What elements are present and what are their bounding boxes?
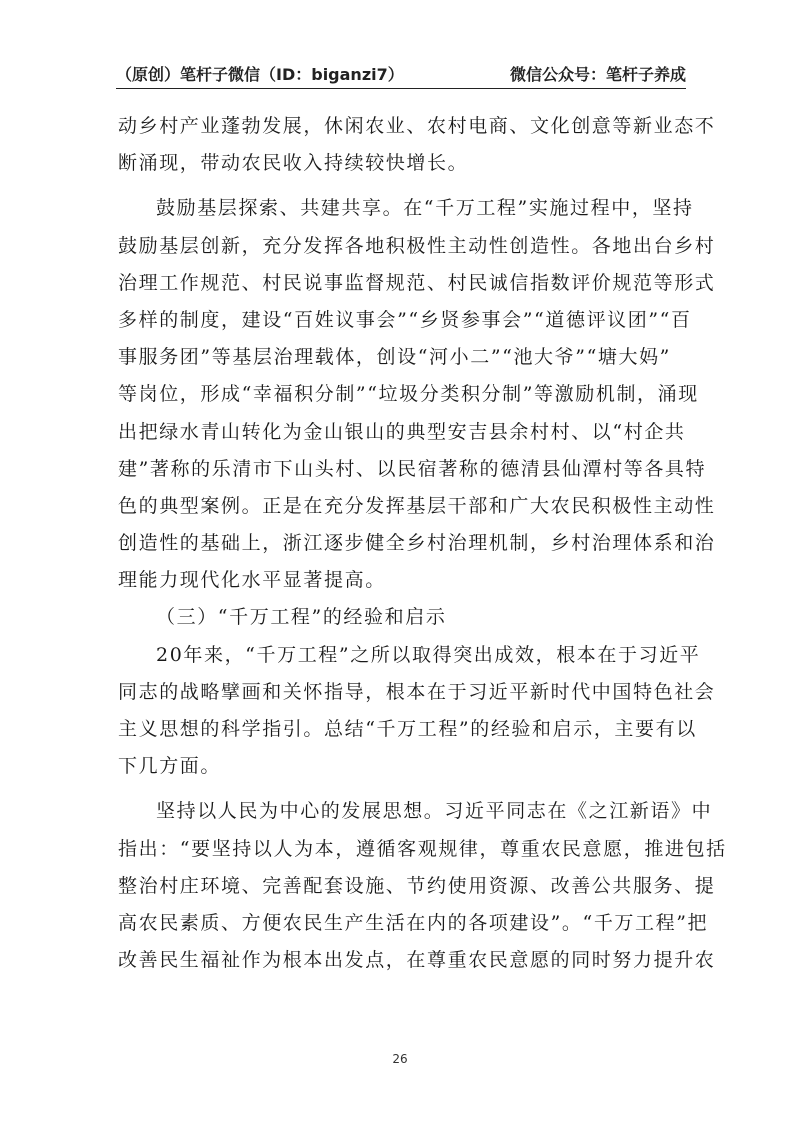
text-line: 高农民素质、方便农民生产生活在内的各项建设”。“千万工程”把 bbox=[118, 911, 709, 934]
text-line: 坚持以人民为中心的发展思想。习近平同志在《之江新语》中 bbox=[156, 800, 713, 823]
text-line: 创造性的基础上，浙江逐步健全乡村治理机制，乡村治理体系和治 bbox=[118, 532, 716, 555]
page-header bbox=[116, 62, 686, 84]
text-line: 理能力现代化水平显著提高。 bbox=[118, 569, 386, 592]
text-line: 动乡村产业蓬勃发展，休闲农业、农村电商、文化创意等新业态不 bbox=[118, 115, 716, 137]
text-line: 鼓励基层创新，充分发挥各地积极性主动性创造性。各地出台乡村 bbox=[118, 234, 716, 257]
header-divider bbox=[116, 88, 686, 89]
text-line: 指出：“要坚持以人为本，遵循客观规律，尊重农民意愿，推进包括 bbox=[118, 837, 727, 860]
text-line: 下几方面。 bbox=[118, 755, 222, 778]
text-line: 鼓励基层探索、共建共享。在“千万工程”实施过程中，坚持 bbox=[156, 197, 694, 220]
text-line: 治理工作规范、村民说事监督规范、村民诚信指数评价规范等形式 bbox=[118, 271, 716, 294]
text-line: 等岗位，形成“幸福积分制”“垃圾分类积分制”等激励机制，涌现 bbox=[118, 383, 699, 406]
text-line: 同志的战略擘画和关怀指导，根本在于习近平新时代中国特色社会 bbox=[118, 680, 716, 703]
header-source: （原创）笔杆子微信（ID：biganzi7） bbox=[116, 65, 404, 84]
text-line: 建”著称的乐清市下山头村、以民宿著称的德清县仙潭村等各具特 bbox=[118, 457, 707, 480]
text-line: 改善民生福祉作为根本出发点，在尊重农民意愿的同时努力提升农 bbox=[118, 949, 716, 972]
text-line: 整治村庄环境、完善配套设施、节约使用资源、改善公共服务、提 bbox=[118, 874, 716, 897]
paragraph-4 bbox=[118, 793, 727, 979]
text-line: 主义思想的科学指引。总结“千万工程”的经验和启示，主要有以 bbox=[118, 718, 697, 740]
header-wechat-account: 微信公众号：笔杆子养成 bbox=[509, 65, 686, 84]
paragraph-3 bbox=[118, 637, 716, 786]
section-subheading: （三）“千万工程”的经验和启示 bbox=[156, 606, 447, 629]
text-line: 多样的制度，建设“百姓议事会”“乡贤参事会”“道德评议团”“百 bbox=[118, 308, 692, 331]
paragraph-1 bbox=[118, 108, 716, 182]
document-body bbox=[118, 108, 727, 979]
text-line: 色的典型案例。正是在充分发挥基层干部和广大农民积极性主动性 bbox=[118, 494, 716, 517]
text-line: 出把绿水青山转化为金山银山的典型安吉县余村村、以“村企共 bbox=[118, 420, 686, 443]
text-line: 事服务团”等基层治理载体，创设“河小二”“池大爷”“塘大妈” bbox=[118, 346, 671, 369]
text-line: 断涌现，带动农民收入持续较快增长。 bbox=[118, 152, 469, 175]
page-number: 26 bbox=[392, 1052, 408, 1066]
paragraph-2 bbox=[118, 190, 716, 599]
text-line: 20年来，“千万工程”之所以取得突出成效，根本在于习近平 bbox=[156, 643, 701, 666]
